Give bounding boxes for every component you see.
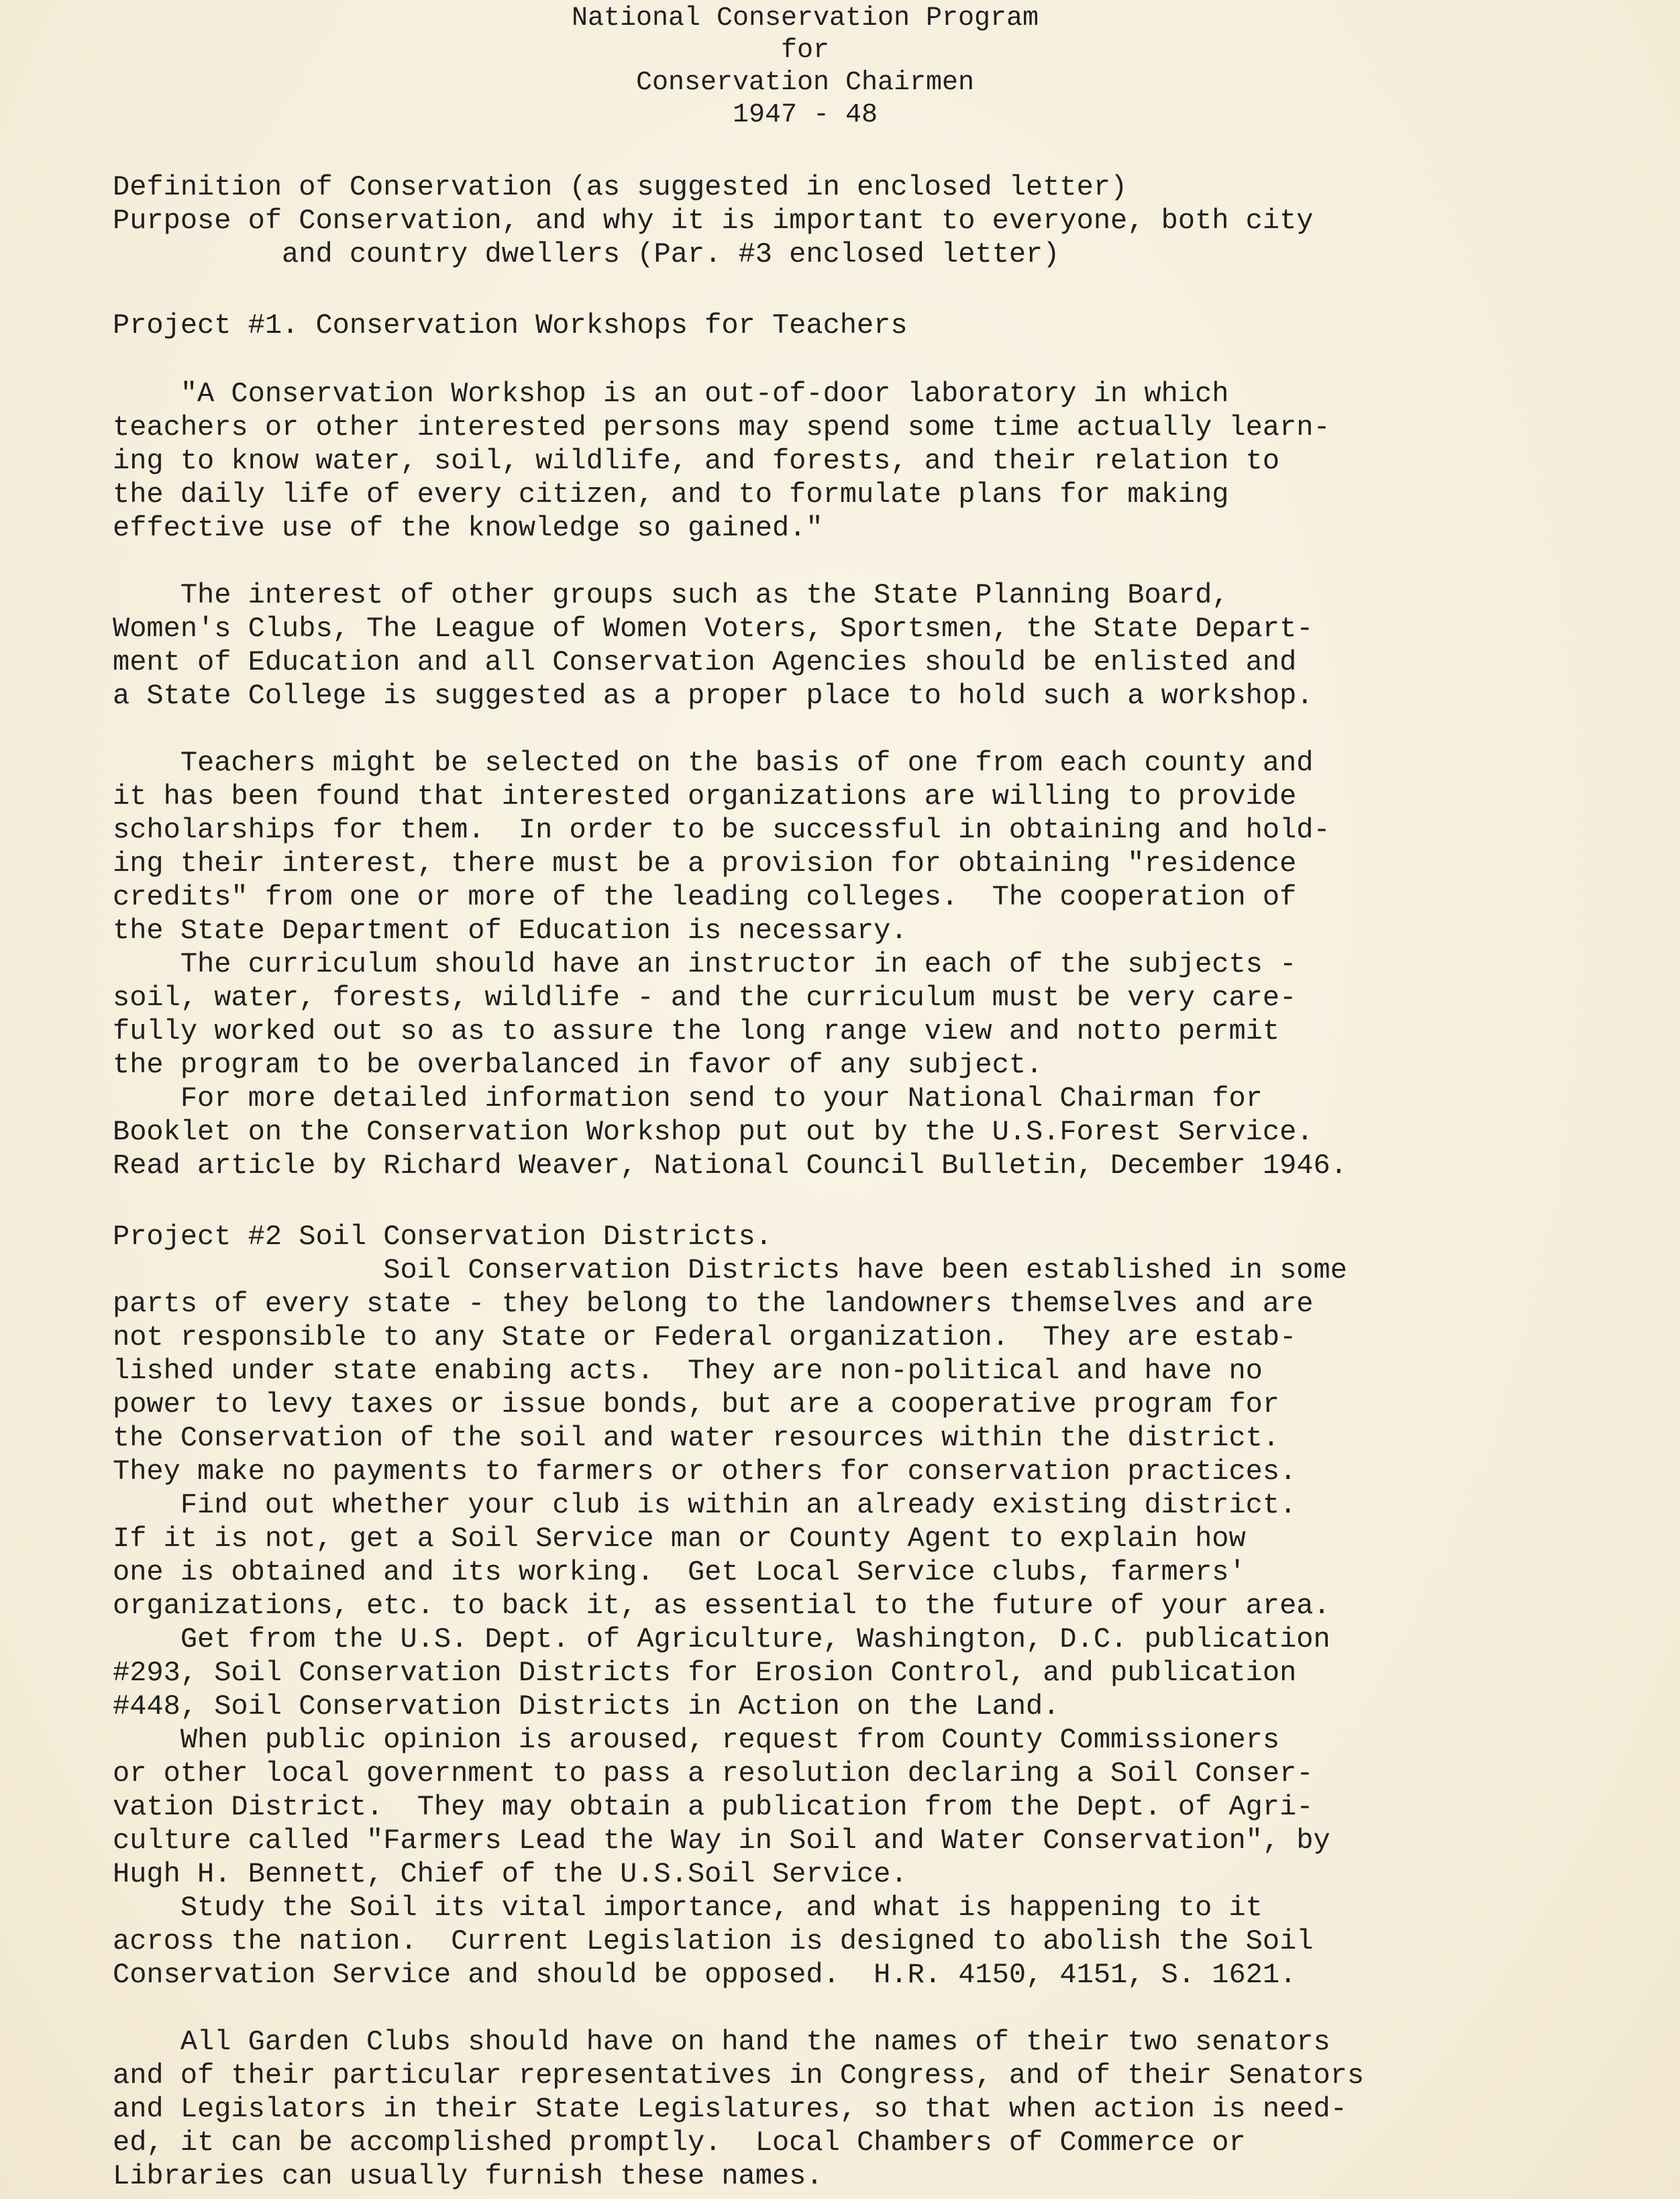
project2-body-line: Find out whether your club is within an already existing district. bbox=[113, 1489, 1297, 1521]
project2-body-line: organizations, etc. to back it, as essential to the future of your area. bbox=[113, 1590, 1330, 1622]
project1-para2-line: Read article by Richard Weaver, National Council Bulletin, December 1946. bbox=[113, 1149, 1347, 1182]
document-header bbox=[0, 3, 1610, 132]
project1-para2-line: ing their interest, there must be a provision for obtaining "residence bbox=[113, 848, 1297, 880]
project2-body-line: Hugh H. Bennett, Chief of the U.S.Soil Service. bbox=[113, 1858, 908, 1890]
project2-body-line: When public opinion is aroused, request from County Commissioners bbox=[113, 1724, 1280, 1756]
project1-para2-line: soil, water, forests, wildlife - and the curriculum must be very care- bbox=[113, 982, 1297, 1014]
header-subtitle: Conservation Chairmen bbox=[635, 68, 975, 98]
project2-heading: Project #2 Soil Conservation Districts. bbox=[113, 1221, 772, 1253]
project2-body-line: culture called "Farmers Lead the Way in Soil and Water Conservation", by bbox=[113, 1825, 1330, 1857]
project1-para2-line: The curriculum should have an instructor in each of the subjects - bbox=[113, 948, 1297, 980]
project2-body-line: not responsible to any State or Federal organization. They are estab- bbox=[113, 1321, 1297, 1353]
project2-body-line: Study the Soil its vital importance, and what is happening to it bbox=[113, 1892, 1263, 1924]
closing-line: ed, it can be accomplished promptly. Local Chambers of Commerce or bbox=[113, 2127, 1246, 2159]
project2-body-line: across the nation. Current Legislation is designed to abolish the Soil bbox=[113, 1925, 1314, 1957]
project2-body-line: If it is not, get a Soil Service man or County Agent to explain how bbox=[113, 1523, 1246, 1555]
project2-body-line: Soil Conservation Districts have been established in some bbox=[113, 1254, 1347, 1286]
project1-para2-line: credits" from one or more of the leading colleges. The cooperation of bbox=[113, 881, 1297, 913]
intro-line: Definition of Conservation (as suggested in enclosed letter) bbox=[113, 171, 1128, 203]
project1-quote-line: teachers or other interested persons may spend some time actually learn- bbox=[113, 411, 1330, 444]
project2-body-line: vation District. They may obtain a publication from the Dept. of Agri- bbox=[113, 1791, 1314, 1823]
project1-para2-line: it has been found that interested organizations are willing to provide bbox=[113, 780, 1297, 813]
project1-para1-line: a State College is suggested as a proper place to hold such a workshop. bbox=[113, 680, 1314, 712]
closing-line: and Legislators in their State Legislatures, so that when action is need- bbox=[113, 2093, 1347, 2125]
project1-para2-line: fully worked out so as to assure the long range view and notto permit bbox=[113, 1015, 1280, 1047]
project1-para2-line: Booklet on the Conservation Workshop put out by the U.S.Forest Service. bbox=[113, 1116, 1314, 1148]
project2-body-line: one is obtained and its working. Get Local Service clubs, farmers' bbox=[113, 1556, 1246, 1588]
header-line-for: for bbox=[780, 36, 829, 66]
closing-line: Libraries can usually furnish these names. bbox=[113, 2160, 823, 2192]
header-year: 1947 - 48 bbox=[732, 100, 878, 130]
project1-quote-line: "A Conservation Workshop is an out-of-door laboratory in which bbox=[113, 378, 1229, 410]
project1-para2-line: the State Department of Education is necessary. bbox=[113, 915, 908, 947]
project2-body-line: Conservation Service and should be opposed. H.R. 4150, 4151, S. 1621. bbox=[113, 1959, 1297, 1991]
project1-para1-line: ment of Education and all Conservation Agencies should be enlisted and bbox=[113, 646, 1297, 678]
closing-line: and of their particular representatives in Congress, and of their Senators bbox=[113, 2059, 1365, 2092]
project2-body-line: power to levy taxes or issue bonds, but are a cooperative program for bbox=[113, 1388, 1280, 1421]
project1-quote-line: ing to know water, soil, wildlife, and forests, and their relation to bbox=[113, 445, 1280, 477]
project1-para1-line: The interest of other groups such as the State Planning Board, bbox=[113, 579, 1229, 611]
project1-para1-line: Women's Clubs, The League of Women Voters, Sportsmen, the State Depart- bbox=[113, 613, 1314, 645]
project2-body-line: They make no payments to farmers or others for conservation practices. bbox=[113, 1455, 1297, 1488]
project1-heading: Project #1. Conservation Workshops for Teachers bbox=[113, 309, 908, 342]
closing-line: All Garden Clubs should have on hand the names of their two senators bbox=[113, 2026, 1330, 2058]
project1-para2-line: For more detailed information send to your National Chairman for bbox=[113, 1082, 1263, 1115]
document-title: National Conservation Program bbox=[571, 3, 1039, 34]
project1-para2-line: scholarships for them. In order to be successful in obtaining and hold- bbox=[113, 814, 1330, 846]
project1-para2-line: Teachers might be selected on the basis of one from each county and bbox=[113, 747, 1314, 779]
intro-line: and country dwellers (Par. #3 enclosed letter) bbox=[113, 238, 1060, 270]
project1-para2-line: the program to be overbalanced in favor of any subject. bbox=[113, 1049, 1043, 1081]
project1-quote-line: effective use of the knowledge so gained." bbox=[113, 512, 823, 544]
project2-body-line: lished under state enabing acts. They are non-political and have no bbox=[113, 1355, 1263, 1387]
project2-body-line: #293, Soil Conservation Districts for Erosion Control, and publication bbox=[113, 1657, 1297, 1689]
project2-body-line: the Conservation of the soil and water resources within the district. bbox=[113, 1422, 1280, 1454]
project2-body-line: or other local government to pass a resolution declaring a Soil Conser- bbox=[113, 1757, 1314, 1790]
project2-body-line: parts of every state - they belong to the landowners themselves and are bbox=[113, 1288, 1314, 1320]
intro-line: Purpose of Conservation, and why it is important to everyone, both city bbox=[113, 205, 1314, 237]
project2-body-line: #448, Soil Conservation Districts in Action on the Land. bbox=[113, 1690, 1060, 1723]
project2-body-line: Get from the U.S. Dept. of Agriculture, Washington, D.C. publication bbox=[113, 1623, 1330, 1655]
project1-quote-line: the daily life of every citizen, and to formulate plans for making bbox=[113, 478, 1229, 511]
